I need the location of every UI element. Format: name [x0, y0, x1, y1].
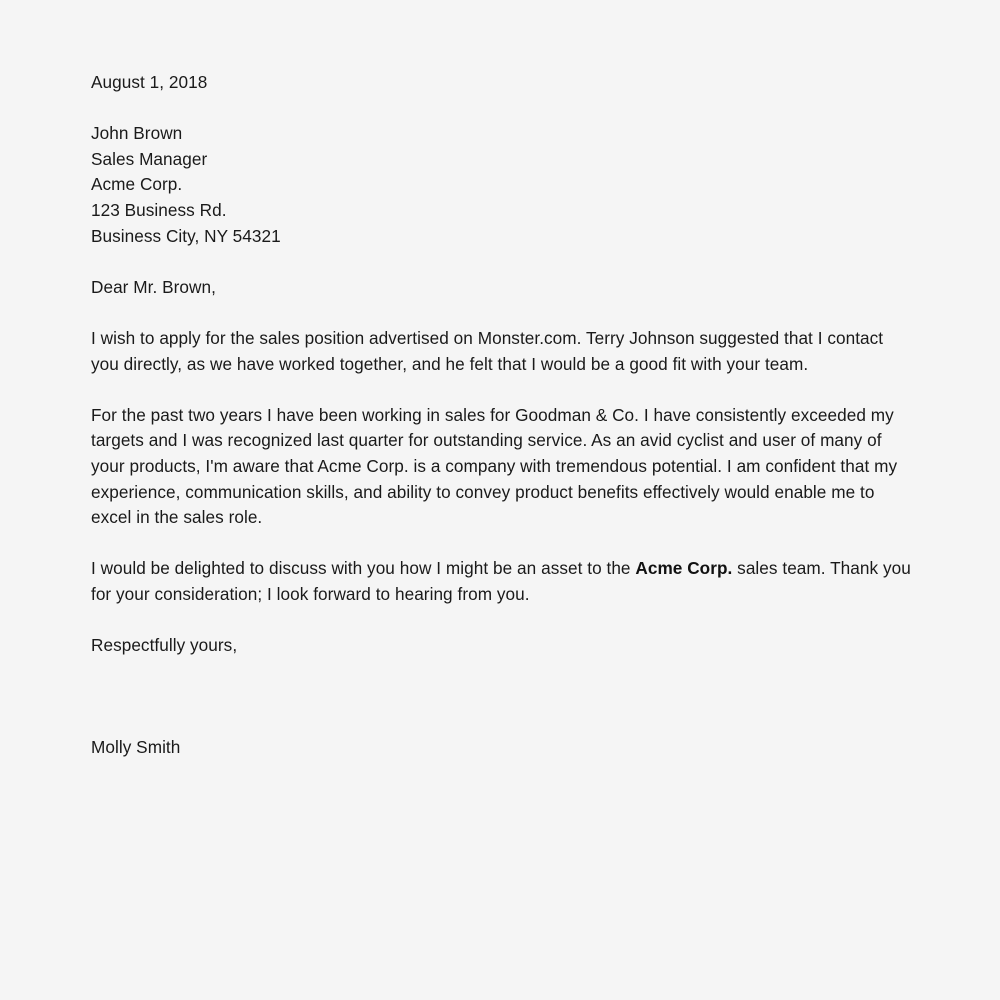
recipient-city-state-zip: Business City, NY 54321: [91, 225, 281, 246]
closing-paragraph-tail: sales team. Thank you for your consideration; I look forward to hearing from you.: [91, 558, 911, 604]
recipient-name: John Brown: [91, 123, 183, 144]
recipient-title: Sales Manager: [91, 148, 208, 169]
closing-paragraph-lead: I would be delighted to discuss with you how I might be an asset to the: [91, 558, 636, 579]
recipient-street: 123 Business Rd.: [91, 199, 227, 220]
body-paragraph-3: [91, 556, 911, 607]
salutation: Dear Mr. Brown,: [91, 276, 216, 297]
closing-salutation: Respectfully yours,: [91, 635, 238, 656]
body-paragraph-2: For the past two years I have been working in sales for Goodman & Co. I have consistently exceeded my targets and I was recognized last quarter for outstanding service. As an avid cyclist and user of many of your products, I'm aware that Acme Corp. is a company with tremendous potential. I am confident that my experience, communication skills, and ability to convey product benefits effectively would enable me to excel in the sales role.: [91, 404, 898, 528]
recipient-company: Acme Corp.: [91, 174, 183, 195]
signature-space: [91, 659, 911, 735]
letter-date: August 1, 2018: [91, 72, 208, 92]
signature-name: Molly Smith: [91, 736, 181, 757]
letter-content: [91, 70, 911, 760]
recipient-address-block: [91, 121, 911, 249]
body-paragraph-1: I wish to apply for the sales position advertised on Monster.com. Terry Johnson suggested that I contact you directly, as we have worked together, and he felt that I would be a good fit with your team.: [91, 327, 884, 374]
company-emphasis: Acme Corp.: [635, 558, 733, 579]
